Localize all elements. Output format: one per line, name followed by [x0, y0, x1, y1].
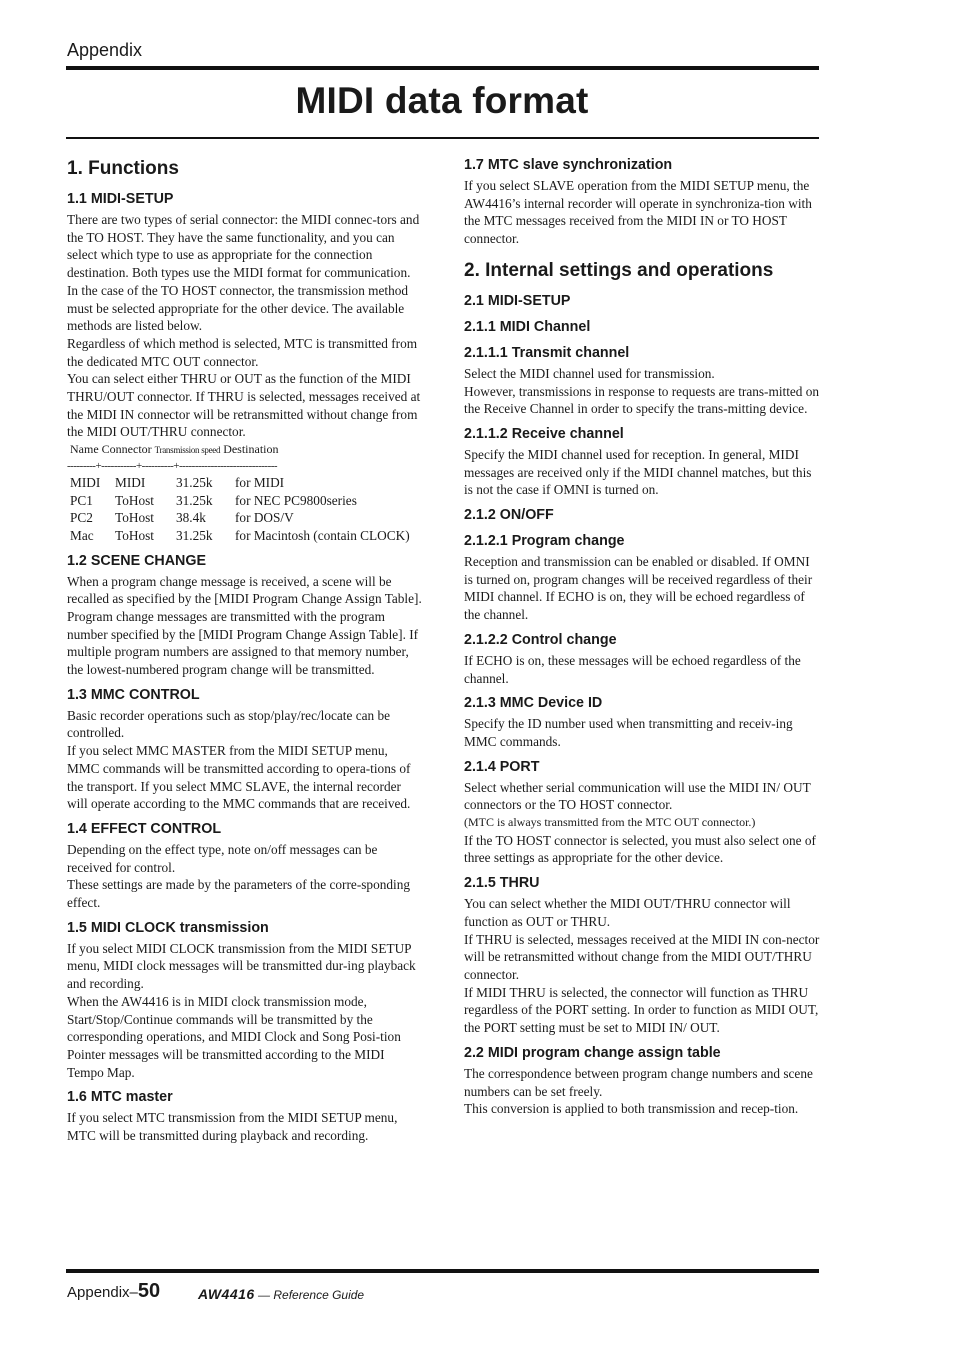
heading-1-3: 1.3 MMC CONTROL	[67, 686, 200, 703]
paragraph: The correspondence between program change numbers and scene numbers can be set freely.	[464, 1065, 813, 1099]
table-header-destination: Destination	[223, 442, 279, 457]
paragraph: Specify the MIDI channel used for reception. In general, MIDI messages are received only if the MIDI channel matches, but this is not the case if OMNI is turned on.	[464, 446, 812, 498]
heading-2-1-1-2: 2.1.1.2 Receive channel	[464, 425, 624, 442]
paragraph: If you select MTC transmission from the MIDI SETUP menu, MTC will be transmitted during playback and recording.	[67, 1110, 398, 1144]
paragraph: Specify the ID number used when transmitting and receiv-ing MMC commands.	[464, 716, 793, 749]
paragraph: If THRU is selected, messages received at the MIDI IN con-nector will be retransmitted without change from the MIDI OUT/THRU connector.	[464, 931, 820, 982]
paragraph: If ECHO is on, these messages will be echoed regardless of the channel.	[464, 652, 801, 686]
table-cell: ToHost	[115, 492, 154, 508]
paragraph: Select whether serial communication will use the MIDI IN/ OUT connectors or the TO HOST connector.	[464, 779, 811, 813]
paragraph: There are two types of serial connector: the MIDI connec-tors and the TO HOST. They have the same functionality, and you can select which type to use as appropriate for the connection destination. Both types use the MIDI format for communication.	[67, 212, 420, 281]
guide-label: — Reference Guide	[258, 1288, 365, 1302]
title-rule	[66, 137, 819, 139]
paragraph: If the TO HOST connector is selected, you must also select one of three settings as appropriate for the other device.	[464, 832, 816, 866]
paragraph: If you select MMC MASTER from the MIDI SETUP menu, MMC commands will be transmitted according to opera-tions of the transport. If you select MMC SLAVE, the internal recorder will operate according to the MMC commands that are received.	[67, 743, 411, 812]
heading-1-7: 1.7 MTC slave synchronization	[464, 157, 673, 173]
paragraph: Select the MIDI channel used for transmission.	[464, 365, 715, 381]
paragraph: If you select MIDI CLOCK transmission from the MIDI SETUP menu, MIDI clock messages will be transmitted dur-ing playback and recording.	[67, 940, 416, 992]
heading-2-2: 2.2 MIDI program change assign table	[464, 1044, 721, 1061]
table-cell: PC1	[70, 492, 93, 508]
paragraph: Basic recorder operations such as stop/play/rec/locate can be controlled.	[67, 707, 391, 741]
heading-functions: 1. Functions	[67, 158, 179, 179]
heading-2-1-3: 2.1.3 MMC Device ID	[464, 695, 603, 712]
heading-2-1-5: 2.1.5 THRU	[464, 875, 540, 892]
paragraph: Regardless of which method is selected, MTC is transmitted from the dedicated MTC OUT connector.	[67, 335, 418, 369]
paragraph: Reception and transmission can be enabled or disabled. If OMNI is turned on, program changes will be received regardless of their MIDI channel. If ECHO is on, they will be echoed regardless of the channel.	[464, 554, 813, 623]
heading-2-1: 2.1 MIDI-SETUP	[464, 292, 571, 309]
table-header-connector: Connector	[101, 442, 152, 457]
paragraph: In the case of the TO HOST connector, the transmission method must be selected appropriate for the other device. The available methods are listed below.	[67, 282, 409, 334]
heading-1-5: 1.5 MIDI CLOCK transmission	[67, 919, 269, 936]
heading-internal-settings: 2. Internal settings and operations	[464, 259, 774, 281]
table-row	[67, 509, 410, 527]
heading-2-1-2: 2.1.2 ON/OFF	[464, 507, 554, 524]
table-header-name: Name	[70, 442, 99, 457]
heading-2-1-4: 2.1.4 PORT	[464, 758, 540, 775]
paragraph: When a program change message is received, a scene will be recalled as specified by the [MIDI Program Change Assign Table].	[67, 573, 422, 607]
table-separator: ---------+-----------+----------+-------------------------------	[67, 460, 278, 473]
heading-1-2: 1.2 SCENE CHANGE	[67, 552, 207, 569]
heading-1-1: 1.1 MIDI-SETUP	[67, 191, 174, 207]
table-cell: ToHost	[115, 510, 154, 526]
table-cell: for DOS/V	[235, 510, 294, 526]
table-cell: ToHost	[115, 527, 154, 543]
heading-2-1-2-1: 2.1.2.1 Program change	[464, 533, 625, 550]
paragraph: Program change messages are transmitted with the program number specified by the [MIDI Program Change Assign Table]. If multiple program numbers are assigned to that memory number, the lowest-numbered program change will be transmitted.	[67, 608, 419, 678]
product-logo: AW4416	[198, 1286, 255, 1302]
heading-1-6: 1.6 MTC master	[67, 1089, 173, 1106]
top-rule-thick	[66, 66, 819, 70]
paragraph: However, transmissions in response to requests are trans-mitted on the Receive Channel in order to specify the trans-mitting device.	[464, 383, 820, 417]
paragraph: You can select either THRU or OUT as the function of the MIDI THRU/OUT connector. If THRU is selected, messages received at the MIDI IN connector will be retransmitted without change from the MIDI OUT/THRU connector.	[67, 371, 421, 440]
table-cell: 31.25k	[176, 475, 213, 491]
table-cell: 31.25k	[176, 527, 213, 543]
table-row	[67, 474, 410, 492]
table-cell: MIDI	[70, 475, 101, 491]
paragraph: If you select SLAVE operation from the MIDI SETUP menu, the AW4416’s internal recorder will operate in synchroniza-tion with the MTC messages received from the MIDI IN or TO HOST connector.	[464, 178, 812, 247]
table-cell: Mac	[70, 527, 94, 543]
table-cell: MIDI	[115, 475, 146, 491]
heading-2-1-1: 2.1.1 MIDI Channel	[464, 318, 591, 335]
page-title: MIDI data format	[295, 80, 589, 121]
table-row	[67, 527, 410, 545]
footer-prefix: Appendix–	[67, 1284, 138, 1301]
paragraph: You can select whether the MIDI OUT/THRU connector will function as OUT or THRU.	[464, 896, 791, 929]
transmission-methods-table	[67, 474, 410, 544]
table-cell: 38.4k	[176, 510, 206, 526]
table-header-speed: Transmission speed	[154, 445, 221, 456]
footer-brand	[198, 1286, 364, 1302]
paragraph-note: (MTC is always transmitted from the MTC OUT connector.)	[464, 815, 756, 830]
table-cell: PC2	[70, 510, 93, 526]
footer-rule	[66, 1269, 819, 1273]
table-header	[67, 441, 422, 459]
paragraph: These settings are made by the parameters of the corre-sponding effect.	[67, 877, 411, 911]
heading-2-1-1-1: 2.1.1.1 Transmit channel	[464, 344, 630, 361]
table-cell: for NEC PC9800series	[235, 492, 357, 508]
page-number-label	[67, 1280, 160, 1303]
paragraph: This conversion is applied to both transmission and recep-tion.	[464, 1101, 799, 1117]
heading-1-4: 1.4 EFFECT CONTROL	[67, 820, 222, 837]
table-cell: 31.25k	[176, 492, 213, 508]
heading-2-1-2-2: 2.1.2.2 Control change	[464, 631, 617, 648]
left-column	[67, 156, 422, 1145]
paragraph: Depending on the effect type, note on/off messages can be received for control.	[67, 841, 378, 875]
table-cell: for Macintosh (contain CLOCK)	[235, 527, 410, 543]
section-label: Appendix	[67, 40, 143, 60]
table-row	[67, 492, 410, 510]
right-column	[464, 156, 820, 1118]
table-cell: for MIDI	[235, 475, 285, 491]
paragraph: When the AW4416 is in MIDI clock transmission mode, Start/Stop/Continue commands will be transmitted by the corresponding operations, and MIDI Clock and Song Posi-tion Pointer messages will be transmitted according to the MIDI Tempo Map.	[67, 993, 401, 1080]
page-number: 50	[137, 1280, 161, 1302]
paragraph: If MIDI THRU is selected, the connector will function as THRU regardless of the PORT setting. In order to function as MIDI OUT, the PORT setting must be set to MIDI IN/ OUT.	[464, 984, 819, 1036]
